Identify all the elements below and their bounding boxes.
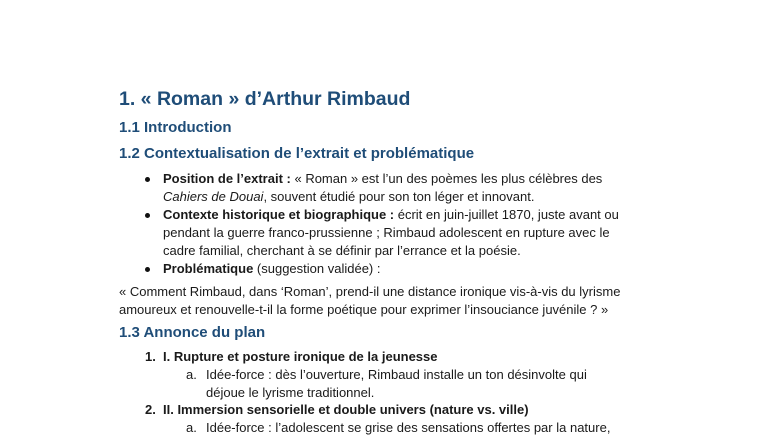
bullet-text: « Roman » est l’un des poèmes les plus célèbres des [290,171,603,186]
bullet-label: Contexte historique et biographique : [163,207,395,222]
plan-sub-text: déjoue le lyrisme traditionnel. [206,385,375,400]
plan-sub-marker: a. [186,367,197,382]
list-item [163,260,380,278]
section-heading-plan: 1.3 Annonce du plan [119,324,266,341]
bullet-text: (suggestion validée) : [253,261,381,276]
list-item-continuation: cadre familial, cherchant à se définir par l’errance et la poésie. [163,243,521,258]
bullet-text: écrit en juin-juillet 1870, juste avant ou [394,207,619,222]
list-item [163,206,619,224]
plan-sub-marker: a. [186,420,197,435]
page-title: 1. « Roman » d’Arthur Rimbaud [119,88,411,110]
bullet-label: Position de l’extrait : [163,171,291,186]
bullet-marker [145,177,150,182]
section-heading-introduction: 1.1 Introduction [119,119,232,136]
work-title: Cahiers de Douai [163,189,264,204]
plan-sub-text: Idée-force : l’adolescent se grise des sensations offertes par la nature, [206,420,611,435]
bullet-text: , souvent étudié pour son ton léger et innovant. [263,189,535,204]
plan-number: 1. [145,349,156,364]
plan-part-title: II. Immersion sensorielle et double univers (nature vs. ville) [163,402,529,417]
list-item-continuation [163,188,534,206]
list-item-continuation: pendant la guerre franco-prussienne ; Rimbaud adolescent en rupture avec le [163,225,610,240]
plan-part-title: I. Rupture et posture ironique de la jeunesse [163,349,438,364]
problematique-text: amoureux et renouvelle-t-il la forme poétique pour exprimer l’insouciance juvénile ? » [119,302,609,317]
section-heading-contextualisation: 1.2 Contextualisation de l’extrait et problématique [119,145,475,162]
bullet-label: Problématique [163,261,254,276]
plan-sub-text: Idée-force : dès l’ouverture, Rimbaud installe un ton désinvolte qui [206,367,587,382]
bullet-marker [145,213,150,218]
list-item [163,170,602,188]
plan-number: 2. [145,402,156,417]
bullet-marker [145,267,150,272]
problematique-text: « Comment Rimbaud, dans ‘Roman’, prend-il une distance ironique vis-à-vis du lyrisme [119,284,621,299]
